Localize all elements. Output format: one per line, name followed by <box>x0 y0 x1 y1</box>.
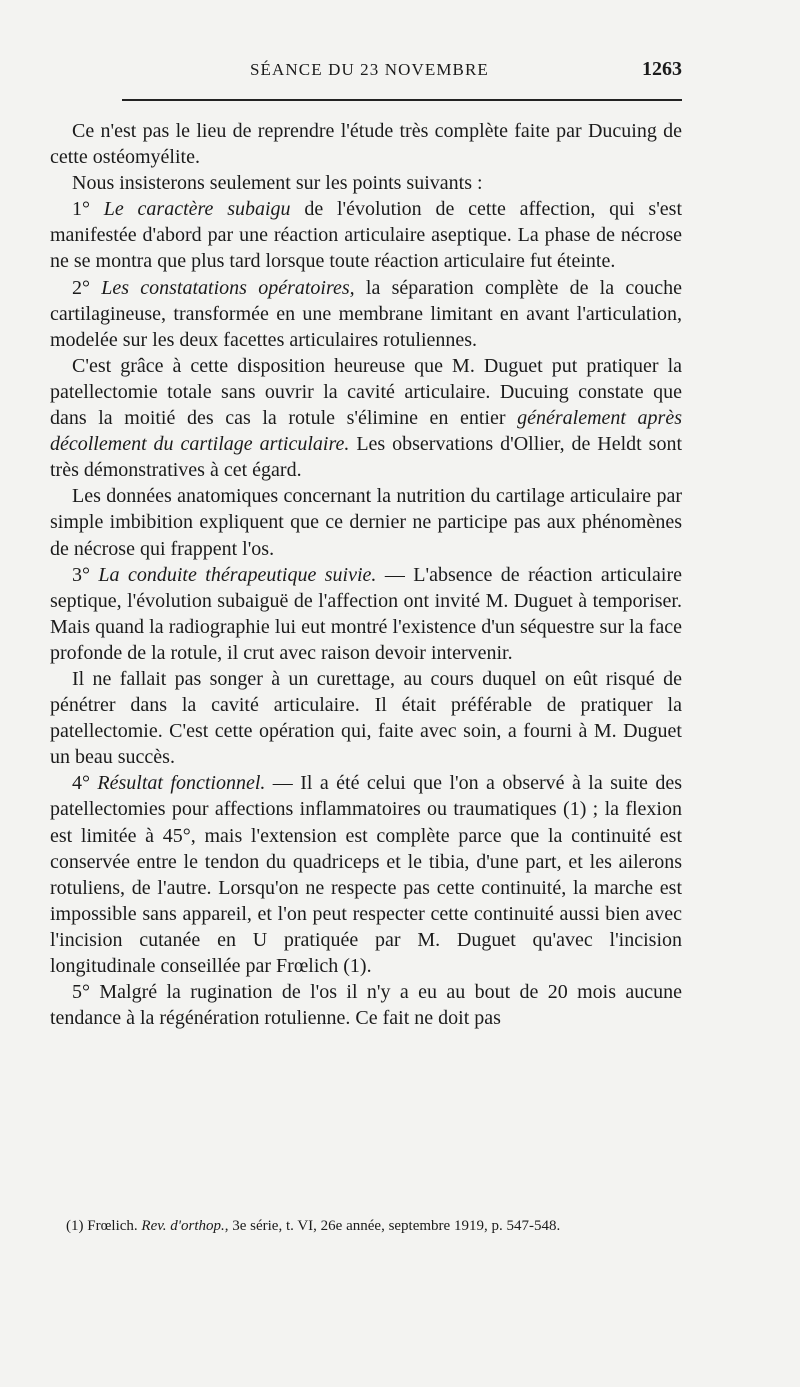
paragraph: 3° La conduite thérapeutique suivie. — L'absence de réaction articulaire septique, l'évolution subaiguë de l'affection ont invité M. Duguet à temporiser. Mais quand la radiographie lui eut montré l'existence d'un séquestre sur la face profonde de la rotule, il crut avec raison devoir intervenir. <box>50 563 682 664</box>
emphasis: La conduite thérapeutique suivie. <box>98 563 377 586</box>
header-rule <box>122 99 682 101</box>
emphasis: Le caractère subaigu <box>103 198 291 221</box>
paragraph: Les données anatomiques concernant la nutrition du cartilage articulaire par simple imbibition expliquent que ce dernier ne participe pas aux phénomènes de nécrose qui frappent l'os. <box>50 485 682 560</box>
paragraph: 5° Malgré la rugination de l'os il n'y a eu au bout de 20 mois aucune tendance à la régénération rotulienne. Ce fait ne doit pas <box>50 981 683 1030</box>
page-header <box>50 58 682 86</box>
paragraph: Il ne fallait pas songer à un curettage, au cours duquel on eût risqué de pénétrer dans la cavité articulaire. Il était préférable de pratiquer la patellectomie. C'est cette opération qui, faite avec soin, a fourni à M. Duguet un beau succès. <box>50 667 682 769</box>
emphasis: généralement après décollement du cartilage articulaire. <box>50 407 683 456</box>
footnote-text: (1) Frœlich. Rev. d'orthop., 3e série, t. VI, 26e année, septembre 1919, p. 547-548. <box>66 1218 561 1234</box>
paragraph: C'est grâce à cette disposition heureuse que M. Duguet put pratiquer la patellectomie totale sans ouvrir la cavité articulaire. Ducuing constate que dans la moitié des cas la rotule s'élimine en entier généralement après décollement du cartilage articulaire. Les observations d'Ollier, de Heldt sont très démonstratives à cet égard. <box>50 354 683 482</box>
paragraph: Ce n'est pas le lieu de reprendre l'étude très complète faite par Ducuing de cette ostéomyélite. <box>50 120 682 169</box>
paragraph: Nous insisterons seulement sur les points suivants : <box>72 172 483 195</box>
emphasis: Les constatations opératoires, <box>101 276 355 299</box>
journal-title: Rev. d'orthop. <box>141 1218 225 1234</box>
paragraph: 2° Les constatations opératoires, la séparation complète de la couche cartilagineuse, transformée en une membrane limitant en avant l'articulation, modelée sur les deux facettes articulaires rotuliennes. <box>50 276 682 351</box>
running-head: SÉANCE DU 23 NOVEMBRE <box>250 60 489 79</box>
paragraph: 4° Résultat fonctionnel. — Il a été celui que l'on a observé à la suite des patellectomies pour affections inflammatoires ou traumatiques (1) ; la flexion est limitée à 45°, mais l'extension est complète parce que la continuité est conservée entre le tendon du quadriceps et le tibia, d'une part, et les ailerons rotuliens, de l'autre. Lorsqu'on ne respecte pas cette continuité, la marche est impossible sans appareil, et l'on peut respecter cette continuité aussi bien avec l'incision cutanée en U pratiquée par M. Duguet qu'avec l'incision longitudinale conseillée par Frœlich (1). <box>50 772 682 977</box>
paragraph: 1° Le caractère subaigu de l'évolution de cette affection, qui s'est manifestée d'abord par une réaction articulaire aseptique. La phase de nécrose ne se montra que plus tard lorsque toute réaction articulaire fut éteinte. <box>50 198 683 273</box>
emphasis: Résultat fonctionnel. <box>97 772 266 795</box>
body-text <box>50 118 682 1031</box>
page-number: 1263 <box>642 58 682 80</box>
footnote <box>50 1215 682 1237</box>
